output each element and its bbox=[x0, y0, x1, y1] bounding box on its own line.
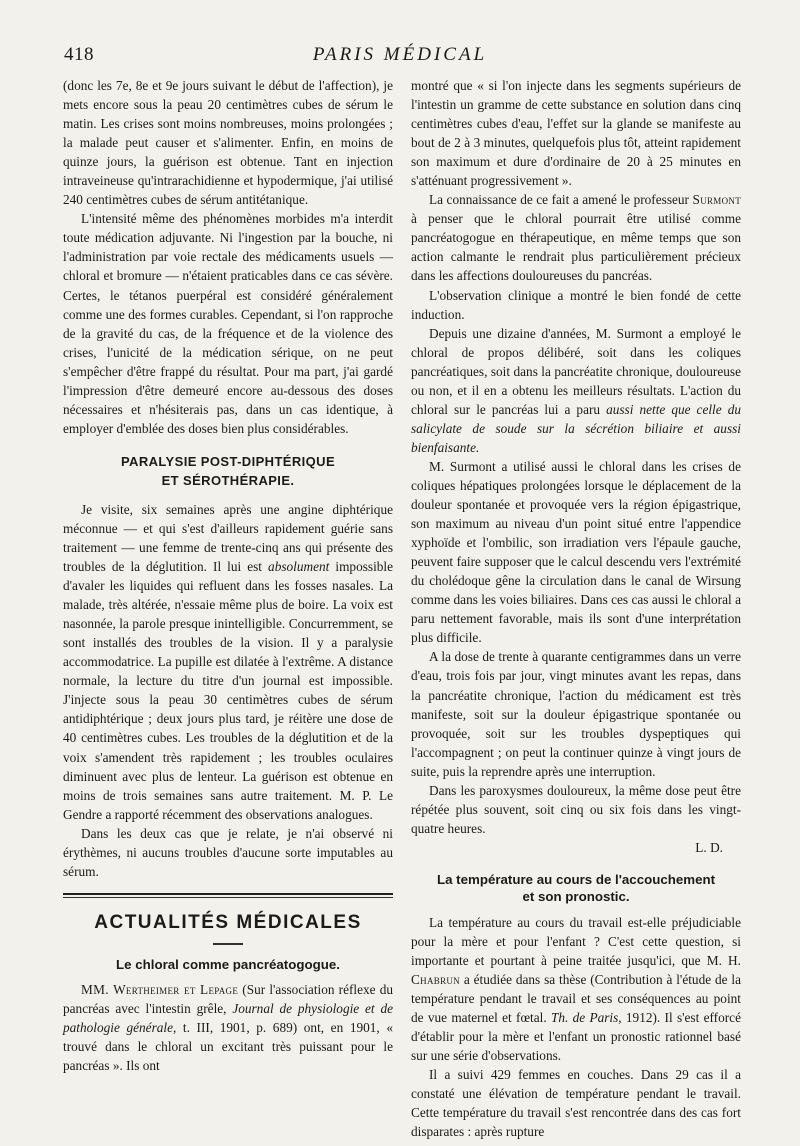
paragraph bbox=[63, 980, 393, 1075]
paragraph: (donc les 7e, 8e et 9e jours suivant le début de l'affection), je mets encore sous la peau 20 centimètres cubes de sérum le matin. Les crises sont moins nombreuses, moins prolongées ; la malade peut causer et s'alimenter. Enfin, en moins de quinze jours, la guérison est obtenue. Tant en injection intraveineuse qu'intrarachidienne et hypodermique, j'ai utilisé 240 centimètres cubes de sérum antitétanique. bbox=[63, 78, 393, 208]
text-run: Je visite, six semaines après une angine diphtérique méconnue — et qui s'est d'ailleurs rapidement guérie sans traitement — une femme de trente-cinq ans qui présente des troubles de la déglutition. Il lui est bbox=[63, 501, 393, 575]
text-run: La température au cours du travail est-elle préjudiciable pour la mère et pour l'enfant ? C'est cette question, si importante et pourtant à peine traitée jusqu'ici, que M. H. bbox=[411, 914, 741, 969]
text-run: impossible d'avaler les liquides qui refluent dans les fosses nasales. La malade, très altérée, n'essaie même plus de boire. La voix est nasonnée, la parole presque inintelligible. Concurremment, se sont installés des troubles de la vision. Il y a paralysie accommodatrice. La pupille est dilatée à l'extrême. A distance normale, la lecture du titre d'un journal est impossible. J'injecte sous la peau 30 centimètres cubes de sérum antidiphtérique ; deux jours plus tard, je réitère une dose de 40 centimètres cubes. Les troubles de la déglutition et de la voix s'amendent très rapidement ; les troubles oculaires diminuent avec plus de lenteur. La guérison est obtenue en moins de trois semaines sans autre traitement. M. P. Le Gendre a rapporté récemment des observations analogues. bbox=[63, 559, 394, 822]
text-run: , t. III, 1901, p. 689) ont, en 1901, « trouvé dans le chloral un excitant très puissant pour le pancréas ». Ils ont bbox=[63, 1019, 393, 1074]
page-number: 418 bbox=[64, 44, 94, 65]
text-run: à penser que le chloral pourrait être utilisé comme pancréatogogue en thérapeutique, en même temps que son action calmante le rendrait plus particulièrement précieux dans les affections douloureuses du pancréas. bbox=[411, 211, 741, 284]
paragraph: L'intensité même des phénomènes morbides m'a interdit toute médication adjuvante. Ni l'ingestion par la bouche, ni l'administration par voie rectale des médicaments usuels — chloral et bromure — n'étaient praticables dans ce cas sévère. Certes, le tétanos puerpéral est considéré généralement comme une des formes curables. Cependant, si l'on rapproche de la gravité du cas, de la fréquence et de la violence des crises, l'unicité de la médication sérique, on ne peut s'empêcher d'être frappé du résultat. Pour ma part, j'ai gardé l'impression d'être demeuré encore au-dessous des doses nécessaires et n'hésiterais pas, dans un cas identique, à employer d'emblée des doses bien plus considérables. bbox=[63, 211, 393, 436]
paragraph bbox=[411, 913, 741, 1065]
paragraph: Il a suivi 429 femmes en couches. Dans 29 cas il a constaté une élévation de température pendant le travail. Cette température du travail s'est rencontrée dans des cas fort disparates : après rupture bbox=[411, 1067, 741, 1140]
paragraph: Dans les paroxysmes douloureux, la même dose peut être répétée plus souvent, soit cinq ou six fois dans les vingt-quatre heures. bbox=[411, 782, 741, 836]
running-title: PARIS MÉDICAL bbox=[312, 44, 488, 65]
person-name: Surmont bbox=[692, 192, 741, 208]
text-run: a étudiée dans sa thèse (Contribution à l'étude de la température pendant le travail et ses conséquences au point de vue maternel et fœtal. bbox=[411, 972, 741, 1026]
section-heading-line: ET SÉROTHÉRAPIE. bbox=[161, 472, 295, 488]
section-heading-line: La température au cours de l'accouchement bbox=[436, 871, 716, 887]
text-run: 1912). Il s'est efforcé d'établir pour la mère et l'enfant un pronostic rationnel basé sur une série d'observations. bbox=[411, 1010, 741, 1064]
paragraph: montré que « si l'on injecte dans les segments supérieurs de l'intestin un gramme de cette substance en solution dans cinq centimètres cubes d'eau, l'effet sur la glande se manifeste au bout de 2 à 3 minutes, quelquefois plus tôt, atteint rapidement son maximum et dure d'ordinaire de 20 à 25 minutes en s'atténuant progressivement ». bbox=[411, 78, 741, 189]
paragraph: M. Surmont a utilisé aussi le chloral dans les crises de coliques hépatiques prolongées lorsque le déplacement de la douleur spontanée et provoquée vers la région épigastrique, son maximum au niveau d'un point situé entre l'appendice xyphoïde et l'ombilic, son irradiation vers l'épaule gauche, peuvent faire supposer que le calcul descendu vers l'extrémité du cholédoque gêne la circulation dans le canal de Wirsung comme dans les voies biliaires. Dans ces cas aussi le chloral a paru nettement favorable, mais ils sont d'une interprétation plus difficile. bbox=[411, 458, 741, 646]
section-heading-paralysie bbox=[63, 452, 393, 490]
right-column bbox=[411, 76, 741, 1141]
paragraph bbox=[411, 324, 741, 457]
section-title-actualites: ACTUALITÉS MÉDICALES bbox=[94, 911, 362, 933]
text-run: Depuis une dizaine d'années, M. Surmont a employé le chloral de propos délibéré, soit dans les coliques pancréatiques, soit dans la pancréatite chronique, douloureuse ou non, et il en a obtenu les meilleurs résultats. L'action du chloral sur le pancréas lui a paru bbox=[411, 325, 741, 417]
section-heading-line: PARALYSIE POST-DIPHTÉRIQUE bbox=[120, 453, 336, 469]
paragraph: L'observation clinique a montré le bien fondé de cette induction. bbox=[411, 287, 741, 322]
article-title-temperature bbox=[411, 871, 741, 905]
paragraph: A la dose de trente à quarante centigrammes dans un verre d'eau, trois fois par jour, vingt minutes avant les repas, dans la pancréatite chronique, l'action du médicament est très manifeste, soit sur la douleur épigastrique spontanée ou provoquée, soit sur les troubles dyspeptiques qui l'accompagnent ; on peut la continuer quinze à vingt jours de suite, puis la reprendre après une interruption. bbox=[411, 649, 741, 779]
emphasis: aussi nette que celle du salicylate de soude sur la sécrétion biliaire et aussi bienfaisante. bbox=[411, 401, 741, 455]
title-rule bbox=[213, 943, 243, 945]
author-names: MM. Wertheimer et Lepage bbox=[81, 981, 239, 997]
text-run: La connaissance de ce fait a amené le professeur bbox=[429, 192, 693, 208]
page-header bbox=[64, 44, 736, 74]
section-heading-line: et son pronostic. bbox=[522, 888, 630, 904]
section-divider bbox=[63, 893, 393, 895]
journal-citation: Journal de physiologie et de pathologie générale bbox=[63, 1000, 393, 1035]
paragraph bbox=[411, 190, 741, 285]
emphasis: absolument bbox=[268, 559, 330, 575]
left-column bbox=[63, 76, 393, 1075]
paragraph bbox=[63, 500, 393, 824]
section-divider bbox=[63, 897, 393, 898]
person-name: Chabrun bbox=[411, 972, 460, 988]
article-signature: L. D. bbox=[695, 839, 723, 855]
paragraph: Dans les deux cas que je relate, je n'ai observé ni érythèmes, ni aucuns troubles d'aucune sorte imputables au sérum. bbox=[63, 825, 393, 879]
thesis-citation: Th. de Paris, bbox=[550, 1010, 622, 1026]
text-run: (Sur l'association réflexe du pancréas avec l'intestin grêle, bbox=[63, 981, 393, 1016]
article-title-chloral: Le chloral comme pancréatogogue. bbox=[116, 956, 340, 972]
